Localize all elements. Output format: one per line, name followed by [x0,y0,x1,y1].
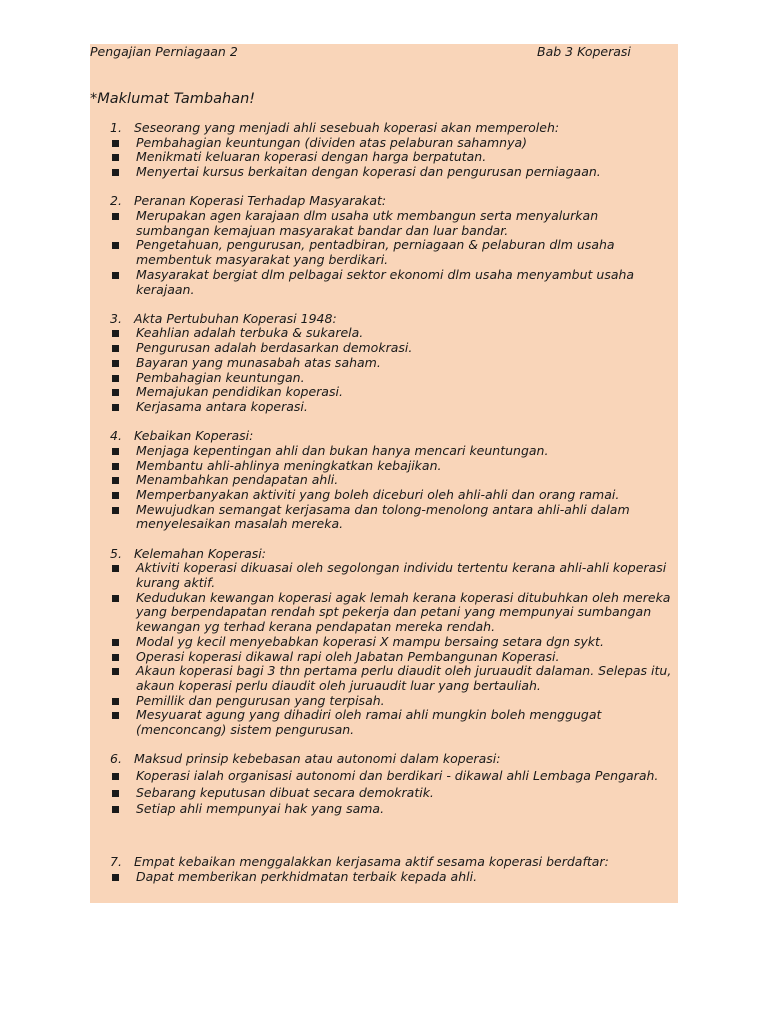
square-bullet-icon [90,444,136,459]
list-item [90,444,678,459]
section-heading-text: Maksud prinsip kebebasan atau autonomi dalam koperasi: [134,751,501,767]
square-bullet-icon [90,591,136,635]
list-item [90,635,678,650]
section-heading-text: Peranan Koperasi Terhadap Masyarakat: [134,193,387,209]
square-bullet-icon [90,356,136,371]
list-item [90,591,678,635]
list-item [90,802,678,817]
list-item-text: Keahlian adalah terbuka & sukarela. [136,325,364,341]
list-item-text: Menambahkan pendapatan ahli. [136,472,339,488]
list-item-text: Sebarang keputusan dibuat secara demokratik. [136,784,434,800]
list-item-text: Menikmati keluaran koperasi dengan harga berpatutan. [136,149,487,165]
list-item-text: Mesyuarat agung yang dihadiri oleh ramai ahli mungkin boleh menggugat (menconcang) sistem pengurusan. [136,707,602,738]
section-number: 6. [110,751,122,767]
list-item-text: Pemillik dan pengurusan yang terpisah. [136,692,385,708]
square-bullet-icon [90,385,136,400]
header-chapter: Bab 3 Koperasi [537,44,631,59]
list-item [90,870,678,885]
document-page [90,44,678,903]
square-bullet-icon [90,786,136,801]
section-4 [90,429,678,532]
list-item-text: Memperbanyakan aktiviti yang boleh diceburi oleh ahli-ahli dan orang ramai. [136,486,620,502]
list-item [90,473,678,488]
section-heading [90,855,678,870]
section-heading [90,429,678,444]
section-heading [90,547,678,562]
document-content [90,121,678,899]
section-number: 3. [110,310,122,326]
section-7 [90,855,678,884]
section-number: 4. [110,428,122,444]
list-item [90,459,678,474]
list-item [90,400,678,415]
section-3 [90,312,678,415]
list-item [90,238,678,267]
list-item [90,650,678,665]
list-item-text: Masyarakat bergiat dlm pelbagai sektor ekonomi dlm usaha menyambut usaha kerajaan. [136,266,635,297]
section-1 [90,121,678,180]
list-item-text: Koperasi ialah organisasi autonomi dan berdikari - dikawal ahli Lembaga Pengarah. [136,767,659,783]
section-6 [90,752,678,817]
list-item-text: Menjaga kepentingan ahli dan bukan hanya mencari keuntungan. [136,442,549,458]
square-bullet-icon [90,136,136,151]
square-bullet-icon [90,150,136,165]
list-item-text: Pembahagian keuntungan (dividen atas pelaburan sahamnya) [136,134,528,150]
list-item [90,769,678,784]
section-heading-text: Akta Pertubuhan Koperasi 1948: [134,310,337,326]
list-item [90,488,678,503]
section-number: 1. [110,120,122,135]
square-bullet-icon [90,268,136,297]
list-item-text: Mewujudkan semangat kerjasama dan tolong-menolong antara ahli-ahli dalam menyelesaikan masalah mereka. [136,501,630,532]
list-item-text: Pengetahuan, pengurusan, pentadbiran, perniagaan & pelaburan dlm usaha membentuk masyarakat yang berdikari. [136,237,615,268]
section-heading-text: Kebaikan Koperasi: [134,428,254,444]
square-bullet-icon [90,802,136,817]
list-item [90,165,678,180]
list-item-text: Akaun koperasi bagi 3 thn pertama perlu diaudit oleh juruaudit dalaman. Selepas itu, akaun koperasi perlu diaudit oleh juruaudit luar yang bertauliah. [136,663,672,693]
square-bullet-icon [90,165,136,180]
list-item [90,150,678,165]
square-bullet-icon [90,650,136,665]
square-bullet-icon [90,769,136,784]
square-bullet-icon [90,238,136,267]
square-bullet-icon [90,870,136,885]
list-item [90,371,678,386]
section-2 [90,194,678,297]
section-heading [90,194,678,209]
list-item-text: Setiap ahli mempunyai hak yang sama. [136,801,385,817]
list-item [90,708,678,737]
list-item [90,341,678,356]
section-heading [90,312,678,327]
square-bullet-icon [90,459,136,474]
list-item [90,503,678,532]
list-item [90,136,678,151]
square-bullet-icon [90,209,136,238]
section-heading-text: Empat kebaikan menggalakkan kerjasama aktif sesama koperasi berdaftar: [134,854,609,870]
list-item [90,561,678,590]
list-item-text: Aktiviti koperasi dikuasai oleh segolongan individu tertentu kerana ahli-ahli koperasi kurang aktif. [136,560,667,590]
list-item [90,694,678,709]
list-item [90,664,678,693]
section-number: 2. [110,193,122,209]
list-item [90,385,678,400]
square-bullet-icon [90,561,136,590]
list-item-text: Pengurusan adalah berdasarkan demokrasi. [136,340,413,356]
list-item [90,356,678,371]
list-item-text: Merupakan agen karajaan dlm usaha utk membangun serta menyalurkan sumbangan kemajuan masyarakat bandar dan luar bandar. [136,208,599,238]
square-bullet-icon [90,473,136,488]
list-item-text: Kerjasama antara koperasi. [136,398,308,414]
section-number: 7. [110,854,122,870]
list-item-text: Bayaran yang munasabah atas saham. [136,354,381,370]
square-bullet-icon [90,635,136,650]
list-item [90,786,678,801]
list-item-text: Kedudukan kewangan koperasi agak lemah kerana koperasi ditubuhkan oleh mereka yang berpendapatan rendah spt pekerja dan petani yang mempunyai sumbangan kewangan yg terhad kerana pendapatan mereka rendah. [136,589,671,635]
section-heading [90,121,678,136]
square-bullet-icon [90,341,136,356]
section-heading-text: Seseorang yang menjadi ahli sesebuah koperasi akan memperoleh: [134,120,560,135]
list-item-text: Pembahagian keuntungan. [136,369,305,385]
section-heading [90,752,678,767]
list-item [90,268,678,297]
list-item-text: Membantu ahli-ahlinya meningkatkan kebajikan. [136,457,442,473]
square-bullet-icon [90,503,136,532]
square-bullet-icon [90,400,136,415]
list-item [90,326,678,341]
square-bullet-icon [90,708,136,737]
list-item-text: Modal yg kecil menyebabkan koperasi X mampu bersaing setara dgn sykt. [136,633,604,649]
square-bullet-icon [90,488,136,503]
document-title: *Maklumat Tambahan! [90,91,256,107]
square-bullet-icon [90,664,136,693]
list-item-text: Dapat memberikan perkhidmatan terbaik kepada ahli. [136,868,478,884]
header-subject: Pengajian Perniagaan 2 [90,44,238,59]
list-item [90,209,678,238]
list-item-text: Memajukan pendidikan koperasi. [136,384,343,400]
section-5 [90,547,678,738]
square-bullet-icon [90,694,136,709]
section-number: 5. [110,545,122,561]
list-item-text: Menyertai kursus berkaitan dengan koperasi dan pengurusan perniagaan. [136,164,601,180]
section-heading-text: Kelemahan Koperasi: [134,545,266,561]
square-bullet-icon [90,371,136,386]
square-bullet-icon [90,326,136,341]
list-item-text: Operasi koperasi dikawal rapi oleh Jabatan Pembangunan Koperasi. [136,648,560,664]
